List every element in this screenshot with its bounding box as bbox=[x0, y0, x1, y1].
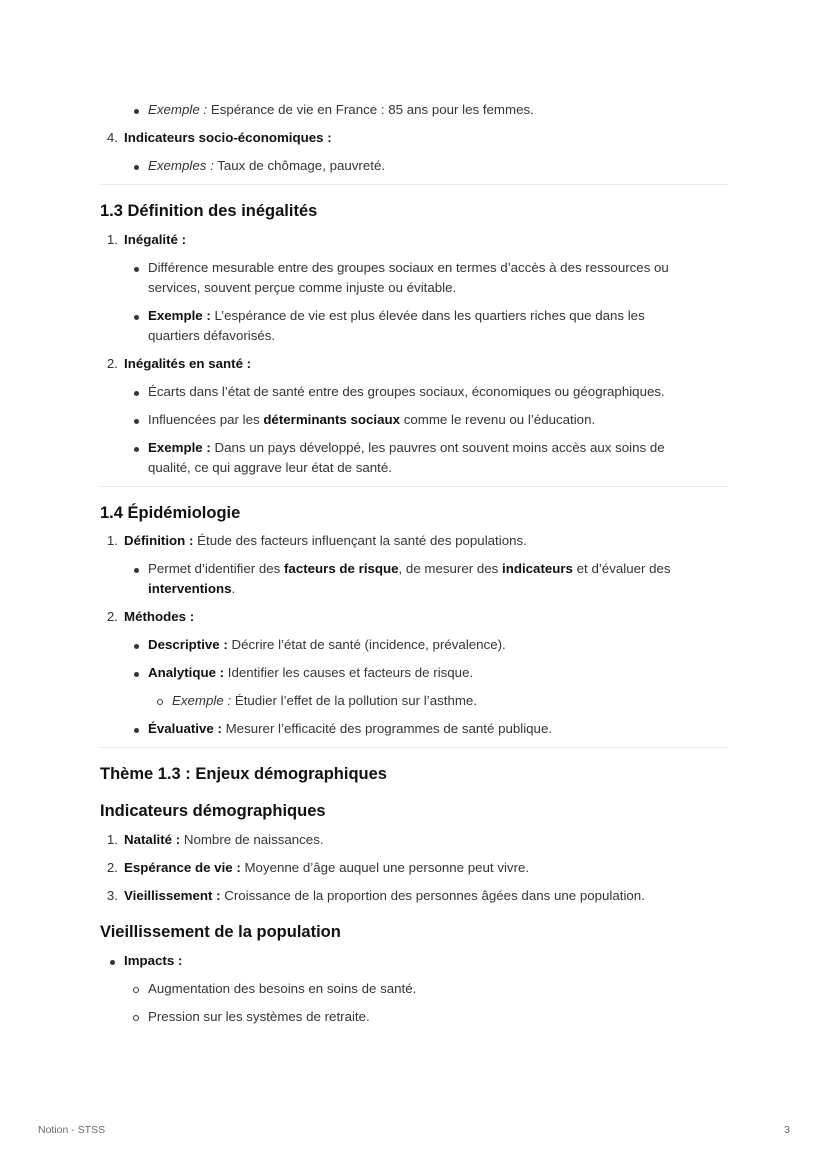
section-heading: 1.3 Définition des inégalités bbox=[100, 202, 318, 220]
bullet-icon bbox=[110, 960, 115, 965]
bullet-icon bbox=[134, 165, 139, 170]
section-heading: 1.4 Épidémiologie bbox=[100, 504, 241, 522]
list-number: 2. bbox=[106, 609, 118, 624]
list-number: 2. bbox=[106, 860, 118, 875]
list-item: Exemples : Taux de chômage, pauvreté. bbox=[148, 158, 386, 173]
list-item: Exemple : Dans un pays développé, les pauvres ont souvent moins accès aux soins de bbox=[148, 440, 665, 455]
list-item: Analytique : Identifier les causes et facteurs de risque. bbox=[148, 665, 474, 680]
list-item: Espérance de vie : Moyenne d’âge auquel une personne peut vivre. bbox=[124, 860, 530, 875]
list-item-continuation: quartiers défavorisés. bbox=[148, 328, 276, 343]
bullet-icon bbox=[134, 419, 139, 424]
list-number: 1. bbox=[106, 533, 118, 548]
list-item: Exemple : Espérance de vie en France : 85 ans pour les femmes. bbox=[148, 102, 534, 117]
list-item: Permet d’identifier des facteurs de risque, de mesurer des indicateurs et d’évaluer des bbox=[148, 561, 671, 576]
bullet-icon bbox=[134, 568, 139, 573]
bullet-icon bbox=[134, 644, 139, 649]
footer-source: Notion - STSS bbox=[38, 1124, 106, 1136]
divider bbox=[100, 747, 728, 748]
bullet-icon bbox=[134, 728, 139, 733]
sub-list-item: Augmentation des besoins en soins de santé. bbox=[148, 981, 417, 996]
bullet-icon bbox=[134, 315, 139, 320]
list-item: Natalité : Nombre de naissances. bbox=[124, 832, 324, 847]
bullet-icon bbox=[134, 267, 139, 272]
list-item-title: Inégalités en santé : bbox=[124, 356, 252, 371]
list-number: 4. bbox=[106, 130, 118, 145]
divider bbox=[100, 184, 728, 185]
list-number: 3. bbox=[106, 888, 118, 903]
list-item-continuation: qualité, ce qui aggrave leur état de santé. bbox=[148, 460, 392, 475]
theme-heading: Thème 1.3 : Enjeux démographiques bbox=[100, 765, 387, 783]
sub-list-item: Pression sur les systèmes de retraite. bbox=[148, 1009, 370, 1024]
list-number: 1. bbox=[106, 832, 118, 847]
sub-bullet-icon bbox=[157, 699, 163, 705]
subsection-heading: Indicateurs démographiques bbox=[100, 802, 326, 820]
page-number: 3 bbox=[784, 1124, 790, 1136]
bullet-icon bbox=[134, 109, 139, 114]
subsection-heading: Vieillissement de la population bbox=[100, 923, 341, 941]
list-number: 2. bbox=[106, 356, 118, 371]
bullet-icon bbox=[134, 672, 139, 677]
sub-bullet-icon bbox=[133, 1015, 139, 1021]
bullet-icon bbox=[134, 391, 139, 396]
divider bbox=[100, 486, 728, 487]
list-item: Exemple : L’espérance de vie est plus élevée dans les quartiers riches que dans les bbox=[148, 308, 645, 323]
list-item-continuation: interventions. bbox=[148, 581, 236, 596]
sub-bullet-icon bbox=[133, 987, 139, 993]
list-item: Influencées par les déterminants sociaux comme le revenu ou l’éducation. bbox=[148, 412, 596, 427]
bullet-icon bbox=[134, 447, 139, 452]
list-item: Écarts dans l’état de santé entre des groupes sociaux, économiques ou géographiques. bbox=[148, 384, 665, 399]
list-item-title: Inégalité : bbox=[124, 232, 187, 247]
list-number: 1. bbox=[106, 232, 118, 247]
list-item: Vieillissement : Croissance de la proportion des personnes âgées dans une population. bbox=[124, 888, 645, 903]
list-item: Descriptive : Décrire l’état de santé (incidence, prévalence). bbox=[148, 637, 506, 652]
list-item-title: Impacts : bbox=[124, 953, 183, 968]
list-item: Évaluative : Mesurer l’efficacité des programmes de santé publique. bbox=[148, 721, 553, 736]
list-item-title: Indicateurs socio-économiques : bbox=[124, 130, 332, 145]
list-item-title: Définition : Étude des facteurs influençant la santé des populations. bbox=[124, 533, 527, 548]
list-item-continuation: services, souvent perçue comme injuste ou évitable. bbox=[148, 280, 457, 295]
list-item-title: Méthodes : bbox=[124, 609, 195, 624]
list-item: Différence mesurable entre des groupes sociaux en termes d’accès à des ressources ou bbox=[148, 260, 669, 275]
sub-list-item: Exemple : Étudier l’effet de la pollution sur l’asthme. bbox=[172, 693, 478, 708]
